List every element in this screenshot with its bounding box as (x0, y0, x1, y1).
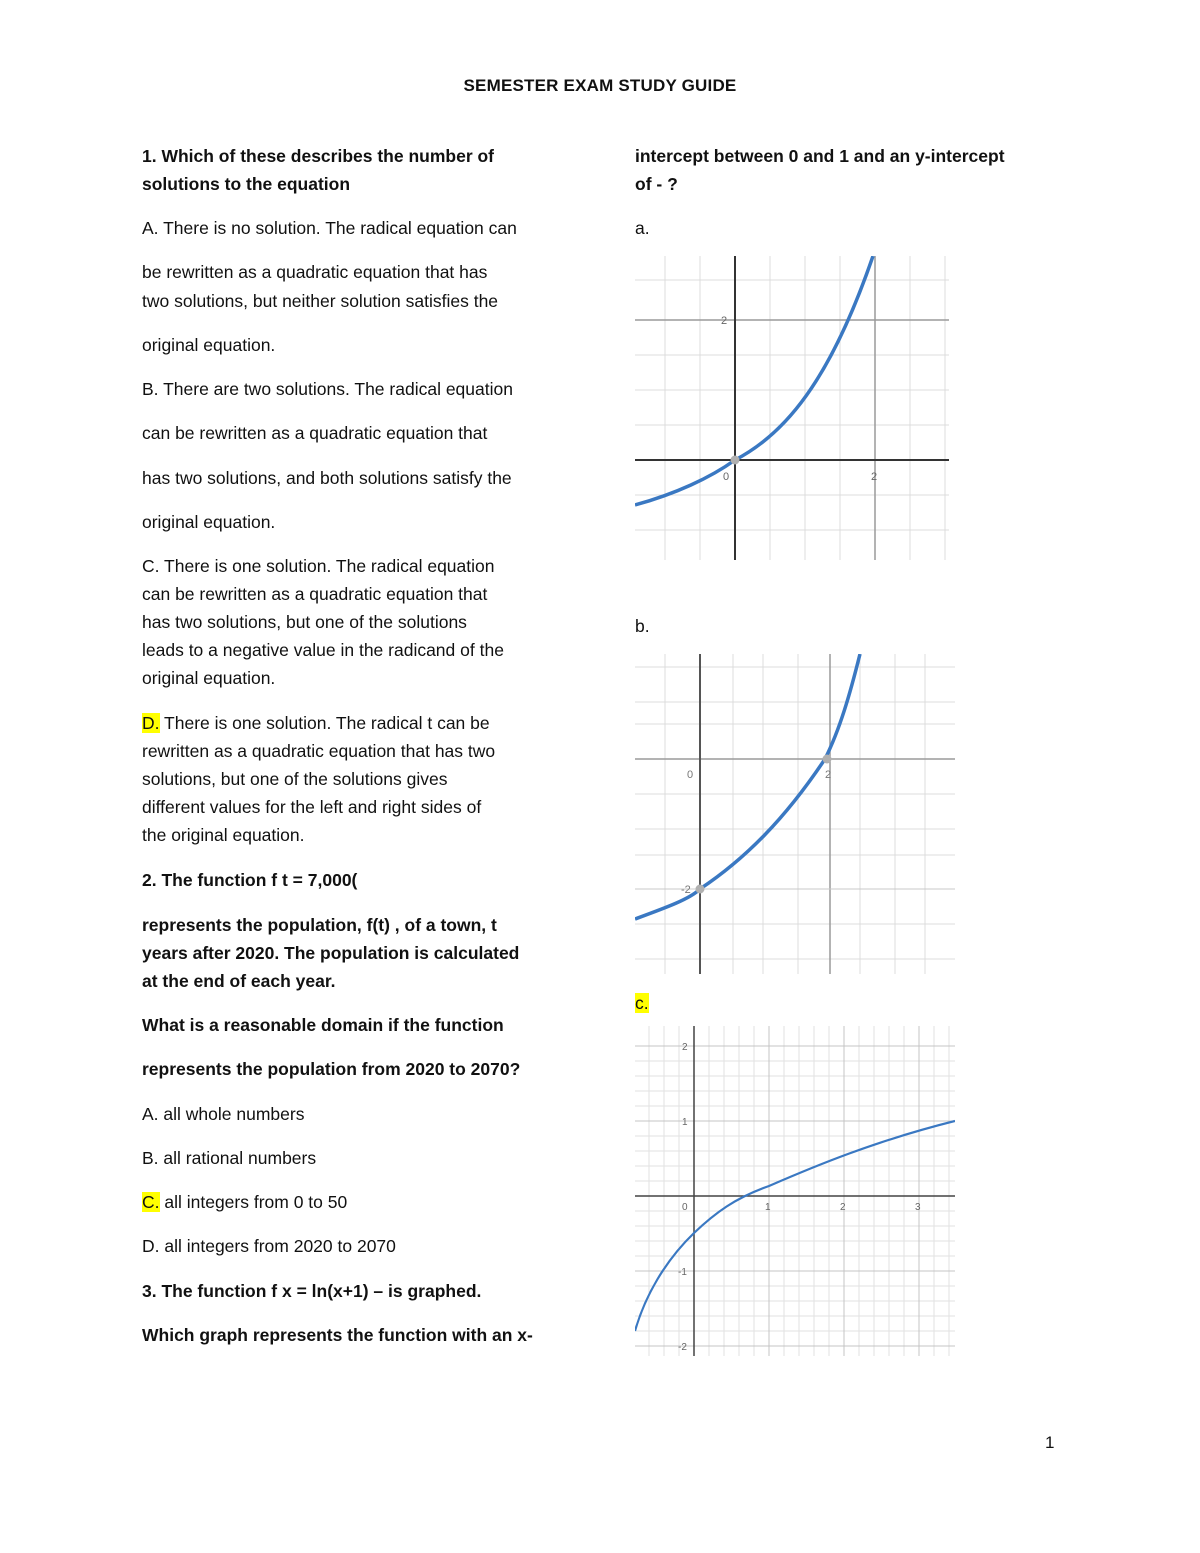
graph-c-tick-x2: 2 (840, 1202, 846, 1213)
graph-b (635, 654, 955, 974)
q3-stem-line1: 3. The function f x = ln(x+1) – is graphed. (142, 1281, 482, 1301)
q2-option-a: A. all whole numbers (142, 1104, 305, 1124)
q1-option-a-line2: be rewritten as a quadratic equation that has (142, 262, 488, 282)
q1-option-c-line2: can be rewritten as a quadratic equation that (142, 584, 488, 604)
q2-option-c-text: all integers from 0 to 50 (159, 1192, 348, 1212)
graph-c-tick-x1: 1 (765, 1202, 771, 1213)
q1-option-b-line4: original equation. (142, 512, 276, 532)
q2-option-d: D. all integers from 2020 to 2070 (142, 1236, 396, 1256)
q1-option-b-line1: B. There are two solutions. The radical equation (142, 379, 513, 399)
graph-b-tick-x0: 0 (687, 769, 694, 781)
graph-b-grid (635, 654, 955, 974)
graph-b-x-intercept-point (823, 755, 832, 764)
q2-option-b: B. all rational numbers (142, 1148, 317, 1168)
graph-c-tick-y2: 2 (682, 1042, 688, 1053)
graph-b-tick-x2: 2 (825, 769, 832, 781)
q1-option-d-line2: rewritten as a quadratic equation that has two (142, 741, 496, 761)
q1-option-d-line4: different values for the left and right sides of (142, 797, 482, 817)
q1-option-d-text: There is one solution. The radical t can be (159, 713, 490, 733)
graph-a-grid (635, 256, 949, 560)
q1-option-b-line2: can be rewritten as a quadratic equation that (142, 423, 488, 443)
page-title: SEMESTER EXAM STUDY GUIDE (463, 76, 737, 95)
graph-c-tick-y1: 1 (682, 1117, 688, 1128)
q1-stem-line2: solutions to the equation (142, 174, 351, 194)
q1-stem-line1: 1. Which of these describes the number of (142, 146, 495, 166)
q1-option-c-line3: has two solutions, but one of the solutions (142, 612, 467, 632)
graph-b-y-intercept-point (696, 885, 705, 894)
graph-c-label (635, 989, 649, 1017)
q1-option-c-line1: C. There is one solution. The radical equation (142, 556, 495, 576)
graph-a-curve (635, 256, 873, 505)
graph-c-tick-yneg1: -1 (678, 1267, 687, 1278)
graph-a-tick-x0: 0 (723, 471, 730, 483)
q2-stem-line4: at the end of each year. (142, 971, 336, 991)
graph-c (635, 1026, 955, 1356)
q1-option-d-line5: the original equation. (142, 825, 305, 845)
q2-option-c (142, 1188, 347, 1216)
graph-c-tick-x3: 3 (915, 1202, 921, 1213)
graph-b-curve (635, 654, 860, 919)
q3-stem-line2: Which graph represents the function with an x- (142, 1325, 533, 1345)
q2-stem-line1: 2. The function f t = 7,000( (142, 870, 358, 890)
q1-option-b-line3: has two solutions, and both solutions satisfy the (142, 468, 512, 488)
q2-stem-line2: represents the population, f(t) , of a town, t (142, 915, 497, 935)
graph-b-tick-yneg2: -2 (681, 884, 691, 896)
q3-answer-highlight-c: c. (635, 993, 649, 1013)
q1-option-d-line1 (142, 709, 490, 737)
q1-option-a-line4: original equation. (142, 335, 276, 355)
graph-c-grid-minor (635, 1026, 955, 1356)
q1-option-a-line3: two solutions, but neither solution satisfies the (142, 291, 499, 311)
page-number: 1 (1045, 1433, 1055, 1452)
graph-a-tick-x2: 2 (871, 471, 878, 483)
graph-b-label: b. (635, 616, 650, 636)
graph-c-tick-yneg2: -2 (678, 1342, 687, 1353)
q3-stem-line3: intercept between 0 and 1 and an y-intercept (635, 146, 1005, 166)
graph-a-tick-y2: 2 (721, 315, 728, 327)
graph-a-label: a. (635, 218, 650, 238)
graph-c-tick-x0: 0 (682, 1202, 688, 1213)
q1-answer-highlight-d: D. (142, 713, 160, 733)
q1-option-c-line5: original equation. (142, 668, 276, 688)
graph-a-intercept-point (731, 456, 740, 465)
q2-answer-highlight-c: C. (142, 1192, 160, 1212)
graph-a (635, 256, 949, 560)
q3-stem-line4: of - ? (635, 174, 678, 194)
q2-stem-line5: What is a reasonable domain if the function (142, 1015, 504, 1035)
q2-stem-line3: years after 2020. The population is calculated (142, 943, 520, 963)
q2-stem-line6: represents the population from 2020 to 2070? (142, 1059, 521, 1079)
q1-option-a-line1: A. There is no solution. The radical equation can (142, 218, 517, 238)
q1-option-c-line4: leads to a negative value in the radicand of the (142, 640, 504, 660)
q1-option-d-line3: solutions, but one of the solutions gives (142, 769, 448, 789)
